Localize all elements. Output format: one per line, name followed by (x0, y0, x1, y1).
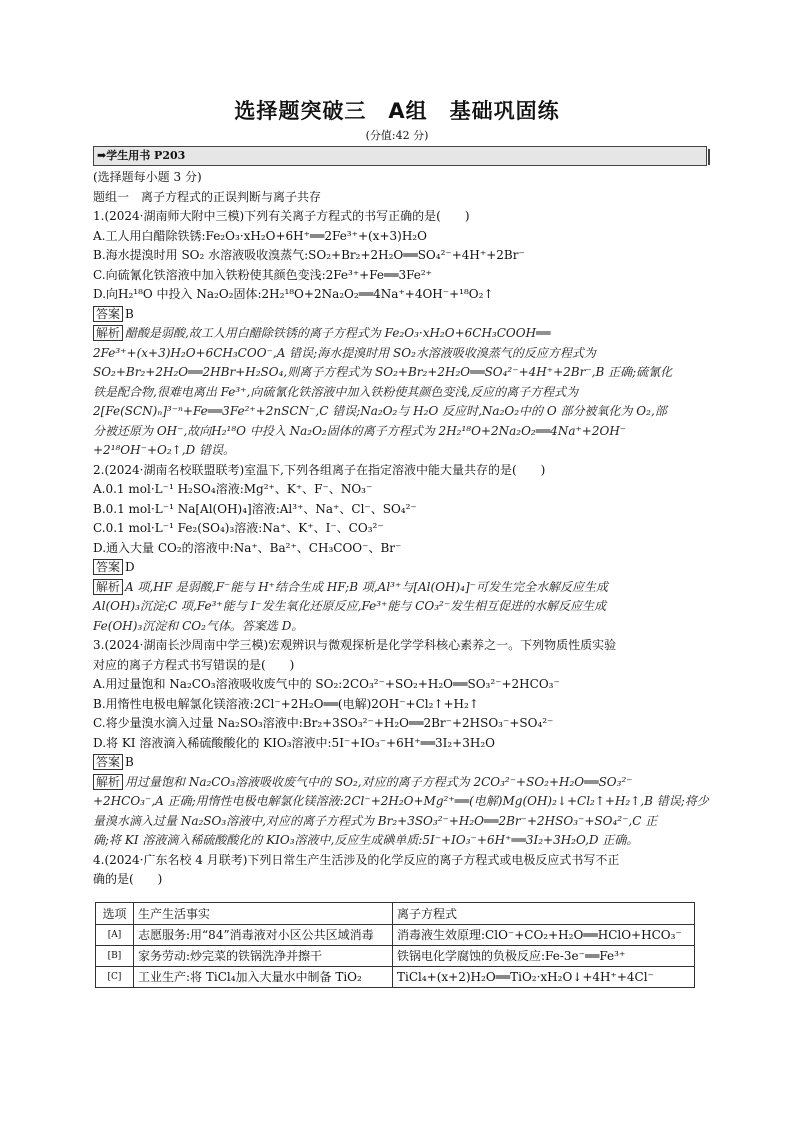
table-header-row (96, 903, 695, 925)
line-text: A.工人用白醋除铁锈:Fe₂O₃·xH₂O+6H⁺══2Fe³⁺+(x+3)H₂O (93, 228, 427, 243)
line-text: 量溴水滴入过量 Na₂SO₃溶液中,对应的离子方程式为 Br₂+3SO₃²⁻+H₂O══2Br⁻+2HSO₃⁻+SO₄²⁻,C 正 (93, 813, 658, 828)
fact-cell: 志愿服务:用“84”消毒液对小区公共区域消毒 (134, 925, 393, 946)
question-line (93, 480, 705, 500)
question-line (93, 539, 705, 559)
line-text: A 项,HF 是弱酸,F⁻能与 H⁺结合生成 HF;B 项,Al³⁺与[Al(OH)₄]⁻可发生完全水解反应生成 (125, 579, 609, 594)
explanation-line (93, 441, 705, 461)
line-text: 题组一 离子方程式的正误判断与离子共存 (93, 189, 322, 204)
question-line (93, 656, 705, 676)
explanation-line (93, 363, 705, 383)
explanation-line (93, 324, 705, 344)
line-text: 3.(2024·湖南长沙周南中学三模)宏观辨识与微观探析是化学学科核心素养之一。下列物质性质实验 (93, 638, 617, 652)
answer-line (93, 753, 705, 773)
line-text: Al(OH)₃沉淀;C 项,Fe³⁺能与 I⁻发生氧化还原反应,Fe³⁺能与 CO₃²⁻发生相互促进的水解反应生成 (93, 599, 607, 613)
answer-tag: 答案 (93, 306, 123, 322)
line-text: 对应的离子方程式书写错误的是( ) (93, 657, 295, 672)
line-text: 用过量饱和 Na₂CO₃溶液吸收废气中的 SO₂,对应的离子方程式为 2CO₃²⁻+SO₂+H₂O══SO₃²⁻ (125, 774, 633, 789)
line-text: 2.(2024·湖南名校联盟联考)室温下,下列各组离子在指定溶液中能大量共存的是( ) (93, 462, 546, 477)
table-header-equation: 离子方程式 (393, 903, 695, 925)
line-text: 铁是配合物,很难电离出 Fe³⁺,向硫氰化铁溶液中加入铁粉使其颜色变浅,反应的离子方程式为 (93, 384, 579, 399)
line-text: 确;将 KI 溶液滴入稀硫酸酸化的 KIO₃溶液中,反应生成碘单质:5I⁻+IO₃⁻+6H⁺══3I₂+3H₂O,D 正确。 (93, 833, 639, 847)
explanation-line (93, 578, 705, 598)
equation-cell: 铁锅电化学腐蚀的负极反应:Fe-3e⁻══Fe³⁺ (393, 946, 695, 967)
question-line (93, 227, 705, 247)
question-line (93, 734, 705, 754)
answer-line (93, 558, 705, 578)
line-text: C.向硫氰化铁溶液中加入铁粉使其颜色变浅:2Fe³⁺+Fe══3Fe²⁺ (93, 267, 432, 282)
table-row (96, 946, 695, 967)
question-line (93, 266, 705, 286)
line-text: 2[Fe(SCN)ₙ]³⁻ⁿ+Fe══3Fe²⁺+2nSCN⁻,C 错误;Na₂O₂与 H₂O 反应时,Na₂O₂中的 O 部分被氧化为 O₂,部 (93, 404, 667, 418)
line-text: +2HCO₃⁻,A 正确;用惰性电极电解氯化镁溶液:2Cl⁻+2H₂O+Mg²⁺══(电解)Mg(OH)₂↓+Cl₂↑+H₂↑,B 错误;将少 (93, 794, 709, 808)
option-label: [C] (96, 967, 134, 988)
question-line (93, 636, 705, 656)
option-label: [A] (96, 925, 134, 946)
question-line (93, 168, 705, 188)
explanation-tag: 解析 (93, 774, 123, 790)
line-text: C.将少量溴水滴入过量 Na₂SO₃溶液中:Br₂+3SO₃²⁻+H₂O══2Br⁻+2HSO₃⁻+SO₄²⁻ (93, 716, 554, 730)
line-text: SO₂+Br₂+2H₂O══2HBr+H₂SO₄,则离子方程式为 SO₂+Br₂+2H₂O══SO₄²⁻+4H⁺+2Br⁻,B 正确;硫氰化 (93, 365, 673, 379)
line-text: B (125, 306, 134, 321)
line-text: A.用过量饱和 Na₂CO₃溶液吸收废气中的 SO₂:2CO₃²⁻+SO₂+H₂O══SO₃²⁻+2HCO₃⁻ (93, 677, 560, 691)
question-line (93, 285, 705, 305)
line-text: D (125, 560, 135, 574)
explanation-line (93, 422, 705, 442)
question-line (93, 246, 705, 266)
question-line (93, 714, 705, 734)
explanation-tag: 解析 (93, 579, 123, 595)
equation-cell: TiCl₄+(x+2)H₂O══TiO₂·xH₂O↓+4H⁺+4Cl⁻ (393, 967, 695, 988)
line-text: Fe(OH)₃沉淀和 CO₂气体。答案选 D。 (93, 618, 304, 633)
question-line (93, 188, 705, 208)
answer-tag: 答案 (93, 754, 123, 770)
question-content (93, 168, 709, 890)
question-line (93, 870, 705, 890)
fact-cell: 工业生产:将 TiCl₄加入大量水中制备 TiO₂ (134, 967, 393, 988)
line-text: B (125, 755, 134, 769)
line-text: B.海水提溴时用 SO₂ 水溶液吸收溴蒸气:SO₂+Br₂+2H₂O══SO₄²⁻+4H⁺+2Br⁻ (93, 248, 525, 262)
explanation-line (93, 773, 705, 793)
explanation-line (93, 344, 705, 364)
options-table (95, 902, 695, 988)
line-text: D.通入大量 CO₂的溶液中:Na⁺、Ba²⁺、CH₃COO⁻、Br⁻ (93, 540, 402, 555)
line-text: D.将 KI 溶液滴入稀硫酸酸化的 KIO₃溶液中:5I⁻+IO₃⁻+6H⁺══3I₂+3H₂O (93, 735, 495, 750)
line-text: B.0.1 mol·L⁻¹ Na[Al(OH)₄]溶液:Al³⁺、Na⁺、Cl⁻、SO₄²⁻ (93, 501, 417, 516)
score-note: (分值:42 分) (365, 129, 429, 142)
line-text: A.0.1 mol·L⁻¹ H₂SO₄溶液:Mg²⁺、K⁺、F⁻、NO₃⁻ (93, 482, 373, 496)
line-text: B.用惰性电极电解氯化镁溶液:2Cl⁻+2H₂O══(电解)2OH⁻+Cl₂↑+H₂↑ (93, 696, 479, 711)
explanation-line (93, 402, 705, 422)
question-line (93, 675, 705, 695)
line-text: C.0.1 mol·L⁻¹ Fe₂(SO₄)₃溶液:Na⁺、K⁺、I⁻、CO₃²⁻ (93, 521, 384, 535)
line-text: 分被还原为 OH⁻,故向H₂¹⁸O 中投入 Na₂O₂固体的离子方程式为 2H₂¹⁸O+2Na₂O₂══4Na⁺+2OH⁻ (93, 423, 627, 438)
line-text: (选择题每小题 3 分) (93, 170, 202, 184)
question-line (93, 461, 705, 481)
answer-tag: 答案 (93, 559, 123, 575)
answer-line (93, 305, 705, 325)
fact-cell: 家务劳动:炒完菜的铁锅洗净并擦干 (134, 946, 393, 967)
explanation-line (93, 831, 705, 851)
question-line (93, 207, 705, 227)
table-header-fact: 生产生活事实 (134, 903, 393, 925)
question-line (93, 695, 705, 715)
question-line (93, 519, 705, 539)
table-row (96, 967, 695, 988)
equation-cell: 消毒液生效原理:ClO⁻+CO₂+H₂O══HClO+HCO₃⁻ (393, 925, 695, 946)
explanation-tag: 解析 (93, 325, 123, 341)
book-reference-label: ➡学生用书 P203 (97, 149, 186, 162)
option-label: [B] (96, 946, 134, 967)
explanation-line (93, 812, 705, 832)
book-reference-bar (93, 146, 707, 166)
line-text: 1.(2024·湖南师大附中三模)下列有关离子方程式的书写正确的是( ) (93, 209, 470, 223)
line-text: +2¹⁸OH⁻+O₂↑,D 错误。 (93, 443, 235, 457)
line-text: 醋酸是弱酸,故工人用白醋除铁锈的离子方程式为 Fe₂O₃·xH₂O+6CH₃COOH══ (125, 326, 551, 340)
question-line (93, 851, 705, 871)
table-header-option: 选项 (96, 903, 134, 925)
line-text: 4.(2024·广东名校 4 月联考)下列日常生产生活涉及的化学反应的离子方程式或电极反应式书写不正 (93, 852, 620, 867)
explanation-line (93, 383, 705, 403)
table-row (96, 925, 695, 946)
page-title: 选择题突破三 A组 基础巩固练 (234, 99, 560, 123)
line-text: D.向H₂¹⁸O 中投入 Na₂O₂固体:2H₂¹⁸O+2Na₂O₂══4Na⁺+4OH⁻+¹⁸O₂↑ (93, 287, 494, 301)
question-line (93, 500, 705, 520)
line-text: 确的是( ) (93, 872, 163, 886)
line-text: 2Fe³⁺+(x+3)H₂O+6CH₃COO⁻,A 错误;海水提溴时用 SO₂水溶液吸收溴蒸气的反应方程式为 (93, 345, 596, 360)
explanation-line (93, 792, 709, 812)
explanation-line (93, 597, 705, 617)
explanation-line (93, 617, 705, 637)
